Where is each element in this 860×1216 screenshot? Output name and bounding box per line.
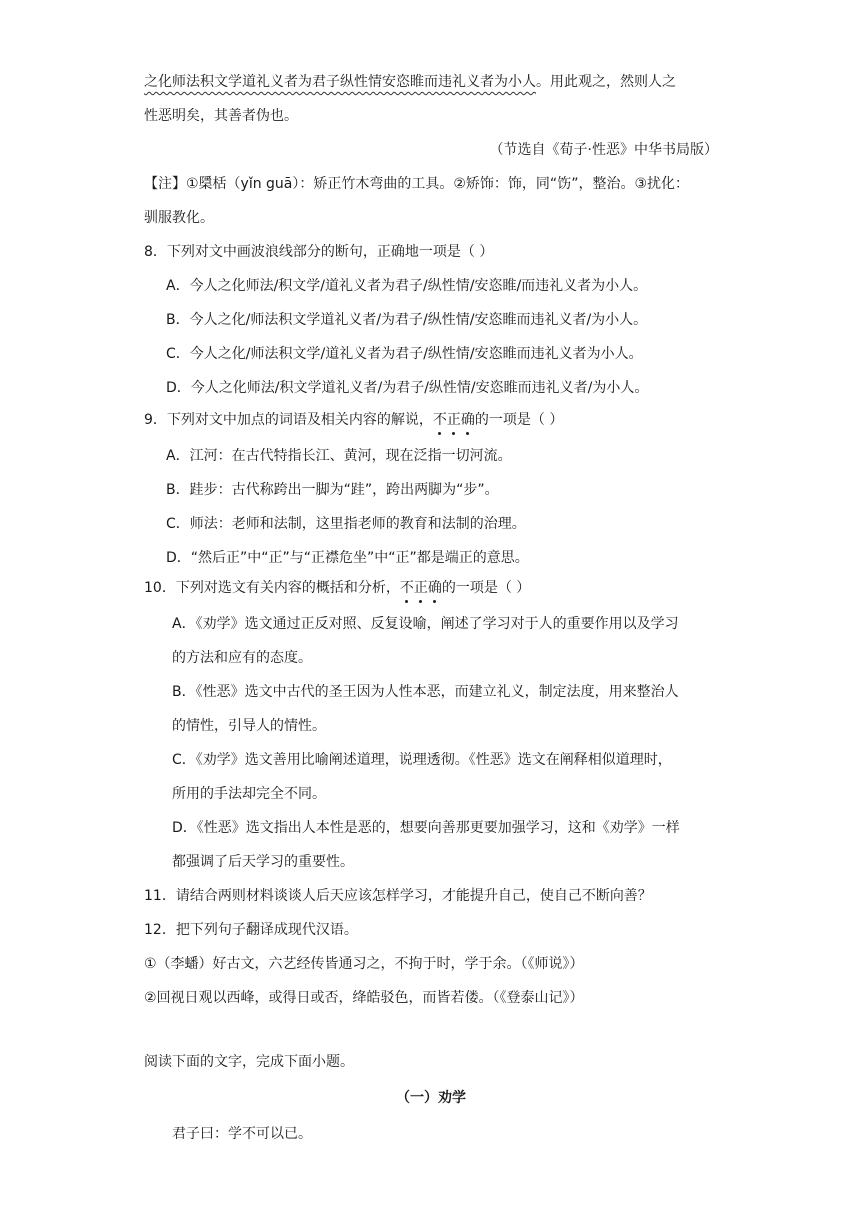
- wavy-underlined-text: 之化师法积文学道礼义者为君子纵性情安恣睢而违礼义者为小人: [144, 74, 536, 90]
- question-12-stem: 12．把下列句子翻译成现代汉语。: [144, 922, 358, 938]
- passage-source: （节选自《荀子·性恶》中华书局版）: [489, 142, 718, 158]
- question-9-option-a: A．江河：在古代特指长江、黄河，现在泛指一切河流。: [166, 448, 512, 464]
- question-10-option-b-line-1: B．《性恶》选文中古代的圣王因为人性本恶，而建立礼义，制定法度，用来整治人: [172, 684, 679, 700]
- question-8-stem: 8．下列对文中画波浪线部分的断句，正确地一项是（ ）: [144, 244, 494, 260]
- emphasis-dot-char: 确: [427, 580, 442, 596]
- section-title: （一）劝学: [396, 1090, 466, 1106]
- question-10-option-d-line-2: 都强调了后天学习的重要性。: [172, 854, 354, 870]
- question-8-option-a: A．今人之化师法/积文学/道礼义者为君子/纵性情/安恣睢/而违礼义者为小人。: [166, 278, 648, 294]
- notes-line-2: 驯服教化。: [144, 210, 214, 226]
- question-9-option-b: B．跬步：古代称跨出一脚为“跬”，跨出两脚为“步”。: [166, 482, 499, 498]
- emphasis-dot-char: 正: [446, 412, 461, 428]
- question-9-option-c: C．师法：老师和法制，这里指老师的教育和法制的治理。: [166, 516, 526, 532]
- question-8-option-c: C．今人之化/师法积文学/道礼义者为君子/纵性情/安恣睢而违礼义者为小人。: [166, 346, 643, 362]
- question-10-option-a-line-2: 的方法和应有的态度。: [172, 650, 312, 666]
- passage-line-1: 之化师法积文学道礼义者为君子纵性情安恣睢而违礼义者为小人。用此观之，然则人之: [144, 74, 676, 90]
- question-10-option-c-line-2: 所用的手法却完全不同。: [172, 786, 326, 802]
- question-10-option-b-line-2: 的情性，引导人的情性。: [172, 718, 326, 734]
- question-10-option-a-line-1: A．《劝学》选文通过正反对照、反复设喻，阐述了学习对于人的重要作用以及学习: [172, 616, 679, 632]
- question-8-option-b: B．今人之化/师法积文学道礼义者/为君子/纵性情/安恣睢而违礼义者/为小人。: [166, 312, 648, 328]
- reading-instruction: 阅读下面的文字，完成下面小题。: [144, 1054, 354, 1070]
- question-8-option-d: D．今人之化师法/积文学道礼义者/为君子/纵性情/安恣睢而违礼义者/为小人。: [166, 380, 649, 396]
- notes-line-1: 【注】①檃栝（yǐn guā）：矫正竹木弯曲的工具。②矫饰：饰，同“饬”，整治。③扰化：: [144, 176, 689, 192]
- emphasis-dot-char: 不: [399, 580, 414, 596]
- question-10-stem: 10．下列对选文有关内容的概括和分析，不正确的一项是（ ）: [144, 580, 531, 596]
- emphasis-dot-char: 确: [460, 412, 475, 428]
- question-9-option-d: D．“然后正”中“正”与“正襟危坐”中“正”都是端正的意思。: [166, 550, 529, 566]
- question-10-option-d-line-1: D．《性恶》选文指出人本性是恶的，想要向善那更要加强学习，这和《劝学》一样: [172, 820, 680, 836]
- emphasis-dot-char: 不: [432, 412, 447, 428]
- question-9-stem: 9．下列对文中加点的词语及相关内容的解说，不正确的一项是（ ）: [144, 412, 564, 428]
- question-12-sentence-1: ①（李蟠）好古文，六艺经传皆通习之，不拘于时，学于余。（《师说》）: [144, 956, 584, 972]
- question-11-stem: 11．请结合两则材料谈谈人后天应该怎样学习，才能提升自己，使自己不断向善？: [144, 888, 652, 904]
- passage-first-line: 君子曰：学不可以已。: [172, 1126, 312, 1142]
- question-12-sentence-2: ②回视日观以西峰，或得日或否，绛皓驳色，而皆若偻。（《登泰山记》）: [144, 990, 584, 1006]
- emphasis-dot-char: 正: [413, 580, 428, 596]
- passage-line-2: 性恶明矣，其善者伪也。: [144, 108, 298, 124]
- question-10-option-c-line-1: C．《劝学》选文善用比喻阐述道理，说理透彻。《性恶》选文在阐释相似道理时，: [172, 752, 672, 768]
